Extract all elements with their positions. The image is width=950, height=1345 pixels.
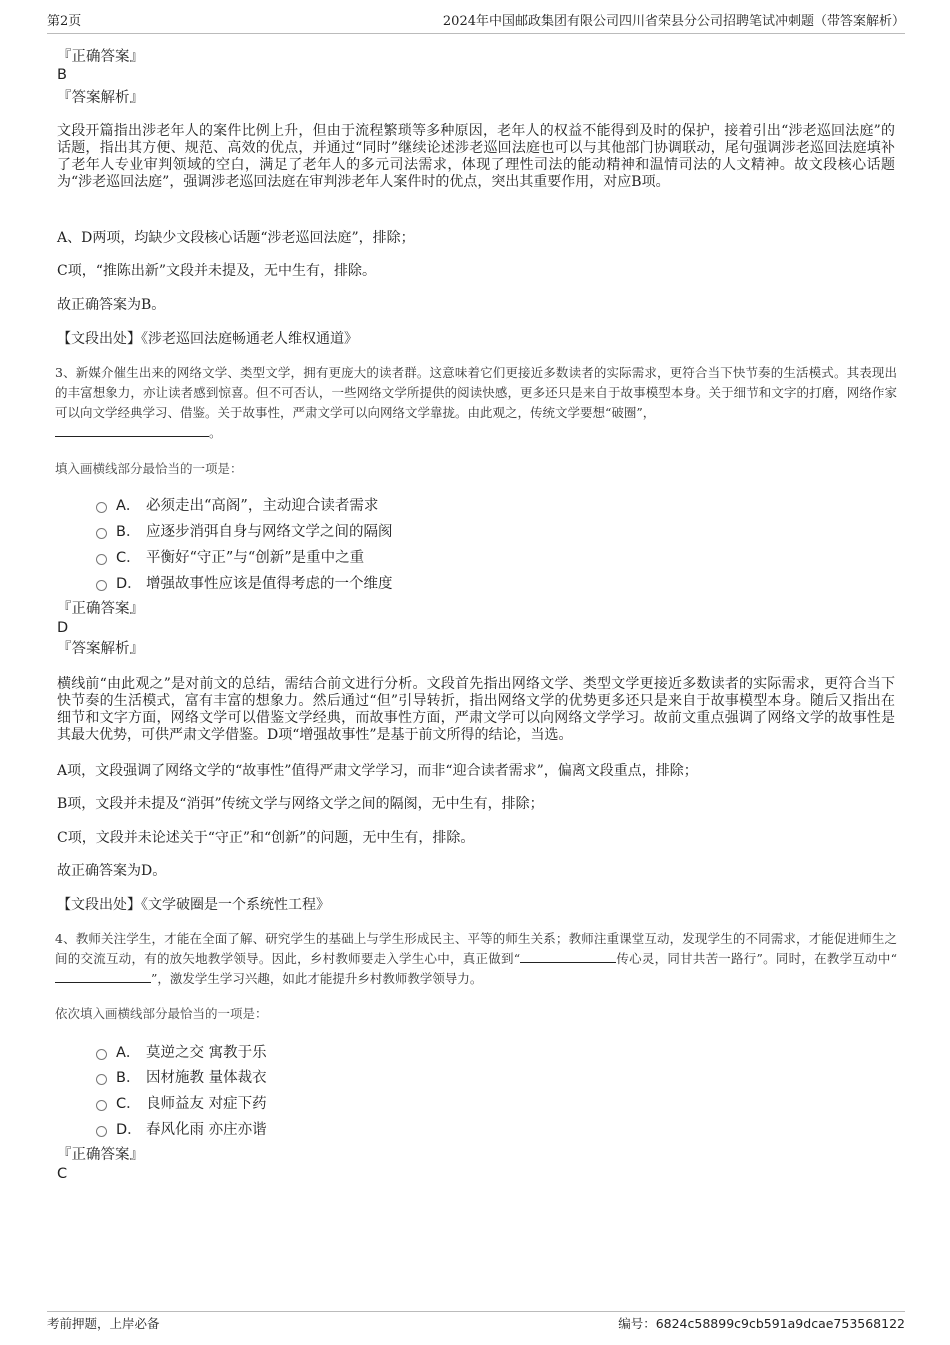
analysis-label: 『答案解析』 <box>57 90 144 106</box>
footer-slogan: 考前押题，上岸必备 <box>47 1316 160 1331</box>
question-3-text-end: 。 <box>209 425 222 440</box>
radio-icon[interactable] <box>96 502 107 513</box>
question-3-text: 3、新媒介催生出来的网络文学、类型文学，拥有更庞大的读者群。这意味着它们更接近多数读者的实际需求，更符合当下快节奏的生活模式。其表现出的丰富想象力，亦让读者感到惊喜。但不可否认，一些网络文学所提供的阅读快感，更多还只是来自于故事模型本身。关于细节和文字的打磨，网络作家可以向文学经典学习、借鉴。关于故事性，严肃文学可以向网络文学靠拢。由此观之，传统文学要想“破圈”， <box>55 365 897 420</box>
question-4-stem <box>55 929 897 989</box>
option-letter: A． <box>116 498 141 514</box>
analysis-conclusion: 故正确答案为D。 <box>57 863 167 879</box>
option-letter: B． <box>116 1070 141 1086</box>
option-text: 春风化雨 亦庄亦谐 <box>146 1122 267 1138</box>
source-citation: 【文段出处】《文学破圈是一个系统性工程》 <box>57 897 330 913</box>
question-4-text-1: 4、教师关注学生，才能在全面了解、研究学生的基础上与学生形成民主、平等的师生关系；教师注重课堂互动，发现学生的不同需求，才能促进师生之间的交流互动，有的放矢地教学领导。因此，乡村教师要走入学生心中，真正做到“ <box>55 931 897 966</box>
source-citation: 【文段出处】《涉老巡回法庭畅通老人维权通道》 <box>57 331 358 347</box>
answer-value: B <box>57 67 67 83</box>
radio-icon[interactable] <box>96 580 107 591</box>
header-divider <box>47 33 905 34</box>
analysis-option-a: A项，文段强调了网络文学的“故事性”值得严肃文学学习，而非“迎合读者需求”，偏离文段重点，排除； <box>57 763 698 779</box>
analysis-option-ad: A、D两项，均缺少文段核心话题“涉老巡回法庭”，排除； <box>57 230 415 246</box>
question-3-stem <box>55 363 897 443</box>
footer-divider <box>47 1311 905 1312</box>
question-4-text-3: ”，激发学生学习兴趣，如此才能提升乡村教师教学领导力。 <box>151 971 483 986</box>
option-letter: C． <box>116 1096 141 1112</box>
analysis-text: 文段开篇指出涉老年人的案件比例上升，但由于流程繁琐等多种原因，老年人的权益不能得到及时的保护，接着引出“涉老巡回法庭”的话题，指出其方便、规范、高效的优点，并通过“同时”继续论述涉老巡回法庭也可以与其他部门协调联动，尾句强调涉老巡回法庭填补了老年人专业审判领域的空白，满足了老年人的多元司法需求，体现了理性司法的能动精神和温情司法的人文精神。故文段核心话题为“涉老巡回法庭”，强调涉老巡回法庭在审判涉老年人案件时的优点，突出其重要作用，对应B项。 <box>57 123 895 190</box>
option-d[interactable] <box>96 1118 267 1139</box>
answer-label: 『正确答案』 <box>57 601 144 617</box>
analysis-option-b: B项，文段并未提及“消弭”传统文学与网络文学之间的隔阂，无中生有，排除； <box>57 796 544 812</box>
option-a[interactable] <box>96 494 378 515</box>
option-text: 因材施教 量体裁衣 <box>146 1070 267 1086</box>
radio-icon[interactable] <box>96 1126 107 1137</box>
radio-icon[interactable] <box>96 1100 107 1111</box>
option-c[interactable] <box>96 1092 267 1113</box>
option-text: 应逐步消弭自身与网络文学之间的隔阂 <box>146 524 393 540</box>
radio-icon[interactable] <box>96 1049 107 1060</box>
option-a[interactable] <box>96 1041 267 1062</box>
option-text: 莫逆之交 寓教于乐 <box>146 1045 267 1061</box>
fill-blank <box>55 424 209 437</box>
page-number: 第2页 <box>47 14 82 29</box>
option-letter: B． <box>116 524 141 540</box>
answer-label: 『正确答案』 <box>57 49 144 65</box>
analysis-option-c: C项，文段并未论述关于“守正”和“创新”的问题，无中生有，排除。 <box>57 830 475 846</box>
question-3-prompt: 填入画横线部分最恰当的一项是： <box>55 461 243 476</box>
option-letter: C． <box>116 550 141 566</box>
option-letter: A． <box>116 1045 141 1061</box>
option-b[interactable] <box>96 520 393 541</box>
analysis-option-c: C项，“推陈出新”文段并未提及，无中生有，排除。 <box>57 263 377 279</box>
option-text: 必须走出“高阁”，主动迎合读者需求 <box>146 498 379 514</box>
answer-value: D <box>57 620 69 636</box>
analysis-label: 『答案解析』 <box>57 641 144 657</box>
option-text: 良师益友 对症下药 <box>146 1096 267 1112</box>
fill-blank <box>520 950 616 963</box>
option-d[interactable] <box>96 572 393 593</box>
option-text: 平衡好“守正”与“创新”是重中之重 <box>146 550 365 566</box>
analysis-text: 横线前“由此观之”是对前文的总结，需结合前文进行分析。文段首先指出网络文学、类型文学更接近多数读者的实际需求，更符合当下快节奏的生活模式，富有丰富的想象力。然后通过“但”引导转折，指出网络文学的优势更多还只是来自于故事模型本身。随后又指出在细节和文字方面，网络文学可以借鉴文学经典，而故事性方面，严肃文学可以向网络文学学习。故前文重点强调了网络文学的故事性是其最大优势，可供严肃文学借鉴。D项“增强故事性”是基于前文所得的结论，当选。 <box>57 676 895 743</box>
question-4-prompt: 依次填入画横线部分最恰当的一项是： <box>55 1006 268 1021</box>
option-letter: D． <box>116 576 142 592</box>
option-text: 增强故事性应该是值得考虑的一个维度 <box>146 576 393 592</box>
option-b[interactable] <box>96 1066 267 1087</box>
answer-label: 『正确答案』 <box>57 1147 144 1163</box>
fill-blank <box>55 970 151 983</box>
document-title: 2024年中国邮政集团有限公司四川省荣县分公司招聘笔试冲刺题（带答案解析） <box>442 14 905 29</box>
radio-icon[interactable] <box>96 528 107 539</box>
radio-icon[interactable] <box>96 554 107 565</box>
radio-icon[interactable] <box>96 1074 107 1085</box>
option-letter: D． <box>116 1122 142 1138</box>
option-c[interactable] <box>96 546 364 567</box>
document-id: 编号：6824c58899c9cb591a9dcae753568122 <box>618 1316 905 1331</box>
question-4-text-2: 传心灵，同甘共苦一路行”。同时，在教学互动中“ <box>616 951 897 966</box>
analysis-conclusion: 故正确答案为B。 <box>57 297 166 313</box>
answer-value: C <box>57 1166 68 1182</box>
